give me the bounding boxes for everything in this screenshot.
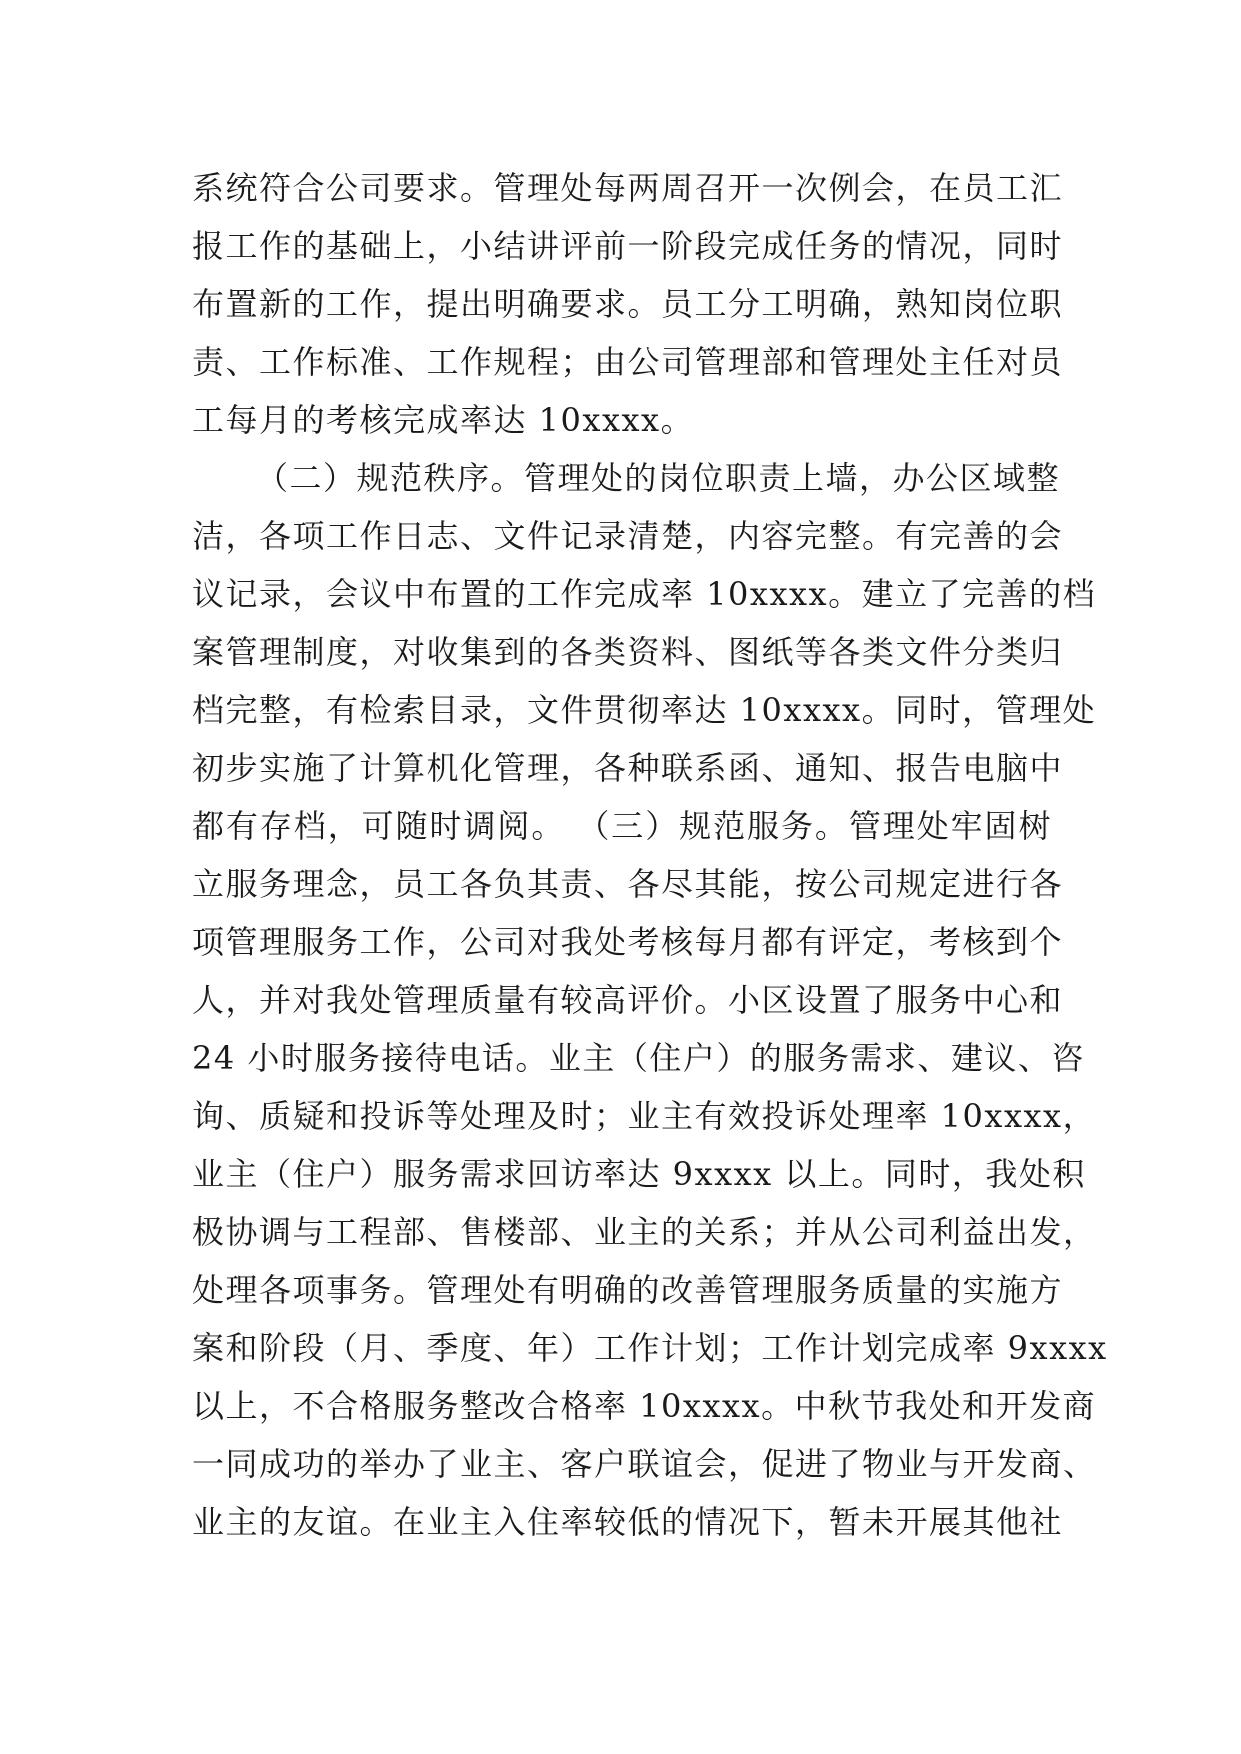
text-line: 一同成功的举办了业主、客户联谊会，促进了物业与开发商、 (192, 1445, 1097, 1483)
body-text (192, 159, 1108, 1551)
text-line: 案和阶段（月、季度、年）工作计划；工作计划完成率 9xxxx (192, 1329, 1108, 1367)
text-line: 议记录，会议中布置的工作完成率 10xxxx。建立了完善的档 (192, 575, 1097, 613)
text-line: 处理各项事务。管理处有明确的改善管理服务质量的实施方 (192, 1271, 1064, 1309)
text-line: 项管理服务工作，公司对我处考核每月都有评定，考核到个 (192, 923, 1064, 961)
text-line: 业主的友谊。在业主入住率较低的情况下，暂未开展其他社 (192, 1503, 1064, 1541)
text-line: 极协调与工程部、售楼部、业主的关系；并从公司利益出发， (192, 1213, 1097, 1251)
text-line: 初步实施了计算机化管理，各种联系函、通知、报告电脑中 (192, 749, 1064, 787)
text-line: 工每月的考核完成率达 10xxxx。 (192, 401, 695, 439)
text-line: 洁，各项工作日志、文件记录清楚，内容完整。有完善的会 (192, 517, 1064, 555)
text-line: 报工作的基础上，小结讲评前一阶段完成任务的情况，同时 (192, 227, 1064, 265)
paragraph-start-line: （二）规范秩序。管理处的岗位职责上墙，办公区域整 (256, 459, 1061, 497)
text-line: 以上，不合格服务整改合格率 10xxxx。中秋节我处和开发商 (192, 1387, 1097, 1425)
text-line: 系统符合公司要求。管理处每两周召开一次例会，在员工汇 (192, 169, 1064, 207)
text-line: 责、工作标准、工作规程；由公司管理部和管理处主任对员 (192, 343, 1064, 381)
text-line: 立服务理念，员工各负其责、各尽其能，按公司规定进行各 (192, 865, 1064, 903)
text-line: 案管理制度，对收集到的各类资料、图纸等各类文件分类归 (192, 633, 1064, 671)
text-line: 询、质疑和投诉等处理及时；业主有效投诉处理率 10xxxx， (192, 1097, 1097, 1135)
text-line: 业主（住户）服务需求回访率达 9xxxx 以上。同时，我处积 (192, 1155, 1086, 1193)
text-line: 24 小时服务接待电话。业主（住户）的服务需求、建议、咨 (192, 1039, 1085, 1077)
text-line: 布置新的工作，提出明确要求。员工分工明确，熟知岗位职 (192, 285, 1064, 323)
text-line: 档完整，有检索目录，文件贯彻率达 10xxxx。同时，管理处 (192, 691, 1097, 729)
text-line: 都有存档，可随时调阅。 （三）规范服务。管理处牢固树 (192, 807, 1052, 845)
text-line: 人，并对我处管理质量有较高评价。小区设置了服务中心和 (192, 981, 1064, 1019)
